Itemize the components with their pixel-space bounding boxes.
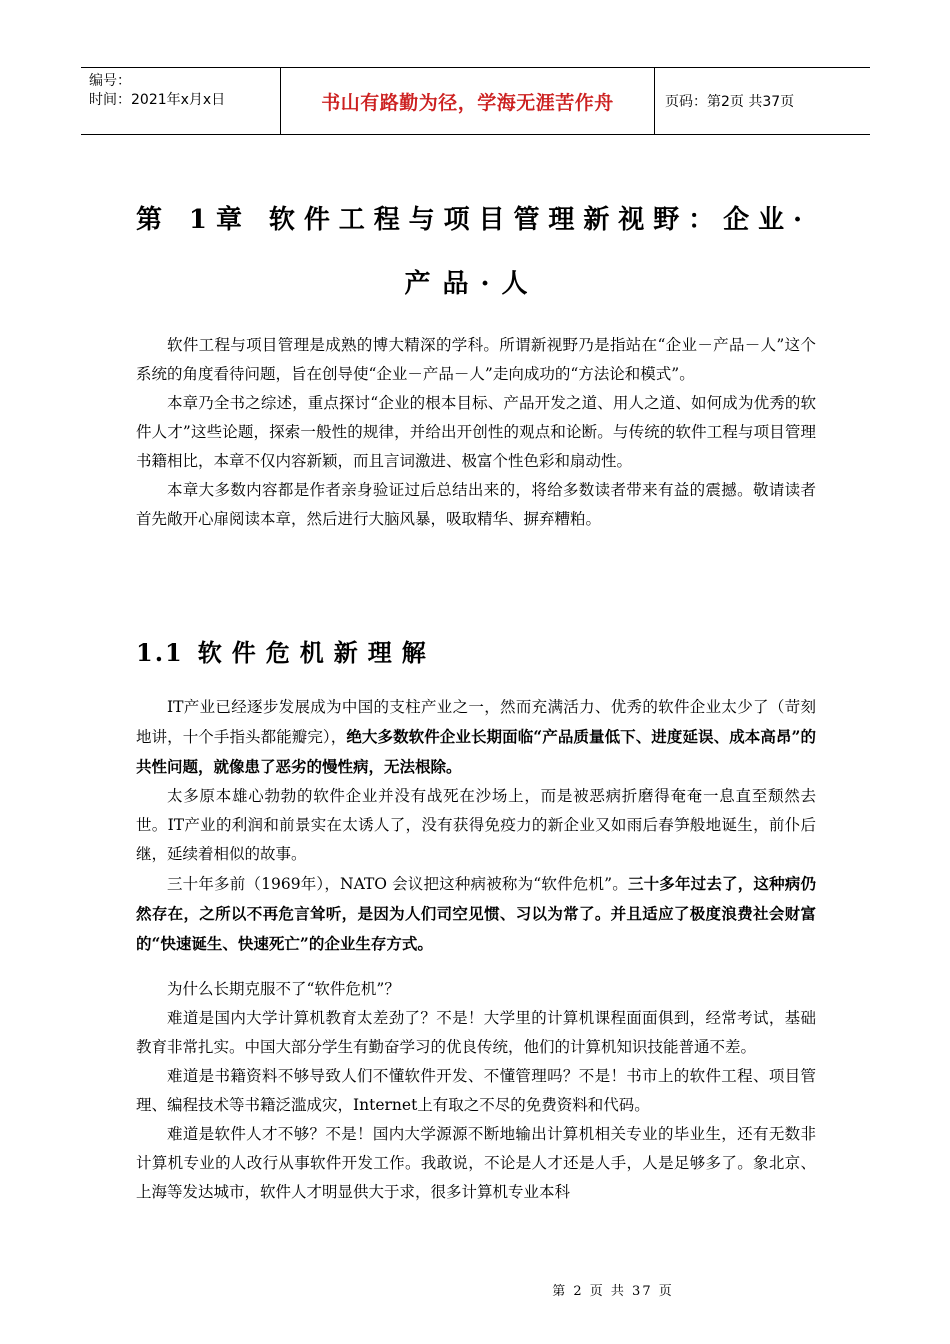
chapter-title-line2: 产品·人: [404, 269, 540, 299]
section-number: 1.1: [136, 638, 184, 667]
content-text: 三十年多前（1969年），NATO 会议把这种病被称为“软件危机”。: [167, 875, 628, 893]
section-content: [136, 693, 816, 1207]
header-page-info: 页码：第2页 共37页: [665, 94, 795, 110]
page-header: [81, 67, 870, 135]
chapter-title-line1: 第 1章 软件工程与项目管理新视野：企业·: [136, 205, 808, 235]
content-paragraph: [136, 693, 816, 782]
content-bold-text: 三十多年过去了，这种病仍然存在，之所以不再危言耸听，是因为人们司空见惯、习以为常了。并且适应了极度浪费社会财富的“快速诞生、快速死亡”的企业生存方式。: [136, 874, 816, 953]
page-footer: 第 2 页 共 37 页: [552, 1284, 674, 1299]
content-paragraph: 为什么长期克服不了“软件危机”？: [167, 980, 400, 998]
content-paragraph: 难道是书籍资料不够导致人们不懂软件开发、不懂管理吗？不是！书市上的软件工程、项目管理、编程技术等书籍泛滥成灾，Internet上有取之不尽的免费资料和代码。: [136, 1067, 816, 1114]
content-bold-text: 绝大多数软件企业长期面临“产品质量低下、进度延误、成本高昂”的共性问题，就像患了恶劣的慢性病，无法根除。: [136, 727, 816, 776]
date-label: 时间：2021年x月x日: [89, 92, 226, 108]
section-title-text: 软件危机新理解: [197, 638, 436, 667]
intro-paragraph: 本章乃全书之综述，重点探讨“企业的根本目标、产品开发之道、用人之道、如何成为优秀的软件人才”这些论题，探索一般性的规律，并给出开创性的观点和论断。与传统的软件工程与项目管理书籍相比，本章不仅内容新颖，而且言词激进、极富个性色彩和扇动性。: [136, 394, 816, 470]
section-title: [136, 633, 436, 668]
content-paragraph: [136, 869, 816, 959]
content-paragraph: 太多原本雄心勃勃的软件企业并没有战死在沙场上，而是被恶病折磨得奄奄一息直至颓然去世。IT产业的利润和前景实在太诱人了，没有获得免疫力的新企业又如雨后春笋般地诞生，前仆后继，延续着相似的故事。: [136, 787, 816, 863]
content-text: IT产业已经逐步发展成为中国的支柱产业之一，然而充满活力、优秀的软件企业太少了（苛刻地讲，十个手指头都能瓣完），: [136, 698, 816, 746]
chapter-title: [136, 188, 808, 316]
content-paragraph: 难道是软件人才不够？不是！国内大学源源不断地输出计算机相关专业的毕业生，还有无数非计算机专业的人改行从事软件开发工作。我敢说，不论是人才还是人手，人是足够多了。象北京、上海等发达城市，软件人才明显供大于求，很多计算机专业本科: [136, 1125, 816, 1201]
header-left-cell: [81, 68, 281, 134]
intro-paragraph: 本章大多数内容都是作者亲身验证过后总结出来的，将给多数读者带来有益的震撼。敬请读者首先敞开心扉阅读本章，然后进行大脑风暴，吸取精华、摒弃糟粕。: [136, 481, 816, 528]
code-label: 编号：: [89, 73, 131, 89]
intro-paragraph: 软件工程与项目管理是成熟的博大精深的学科。所谓新视野乃是指站在“企业－产品－人”这个系统的角度看待问题，旨在创导使“企业－产品－人”走向成功的“方法论和模式”。: [136, 336, 816, 383]
content-paragraph: 难道是国内大学计算机教育太差劲了？不是！大学里的计算机课程面面俱到，经常考试，基础教育非常扎实。中国大部分学生有勤奋学习的优良传统，他们的计算机知识技能普通不差。: [136, 1009, 816, 1056]
header-motto: 书山有路勤为径，学海无涯苦作舟: [281, 68, 655, 134]
chapter-intro: [136, 331, 816, 534]
